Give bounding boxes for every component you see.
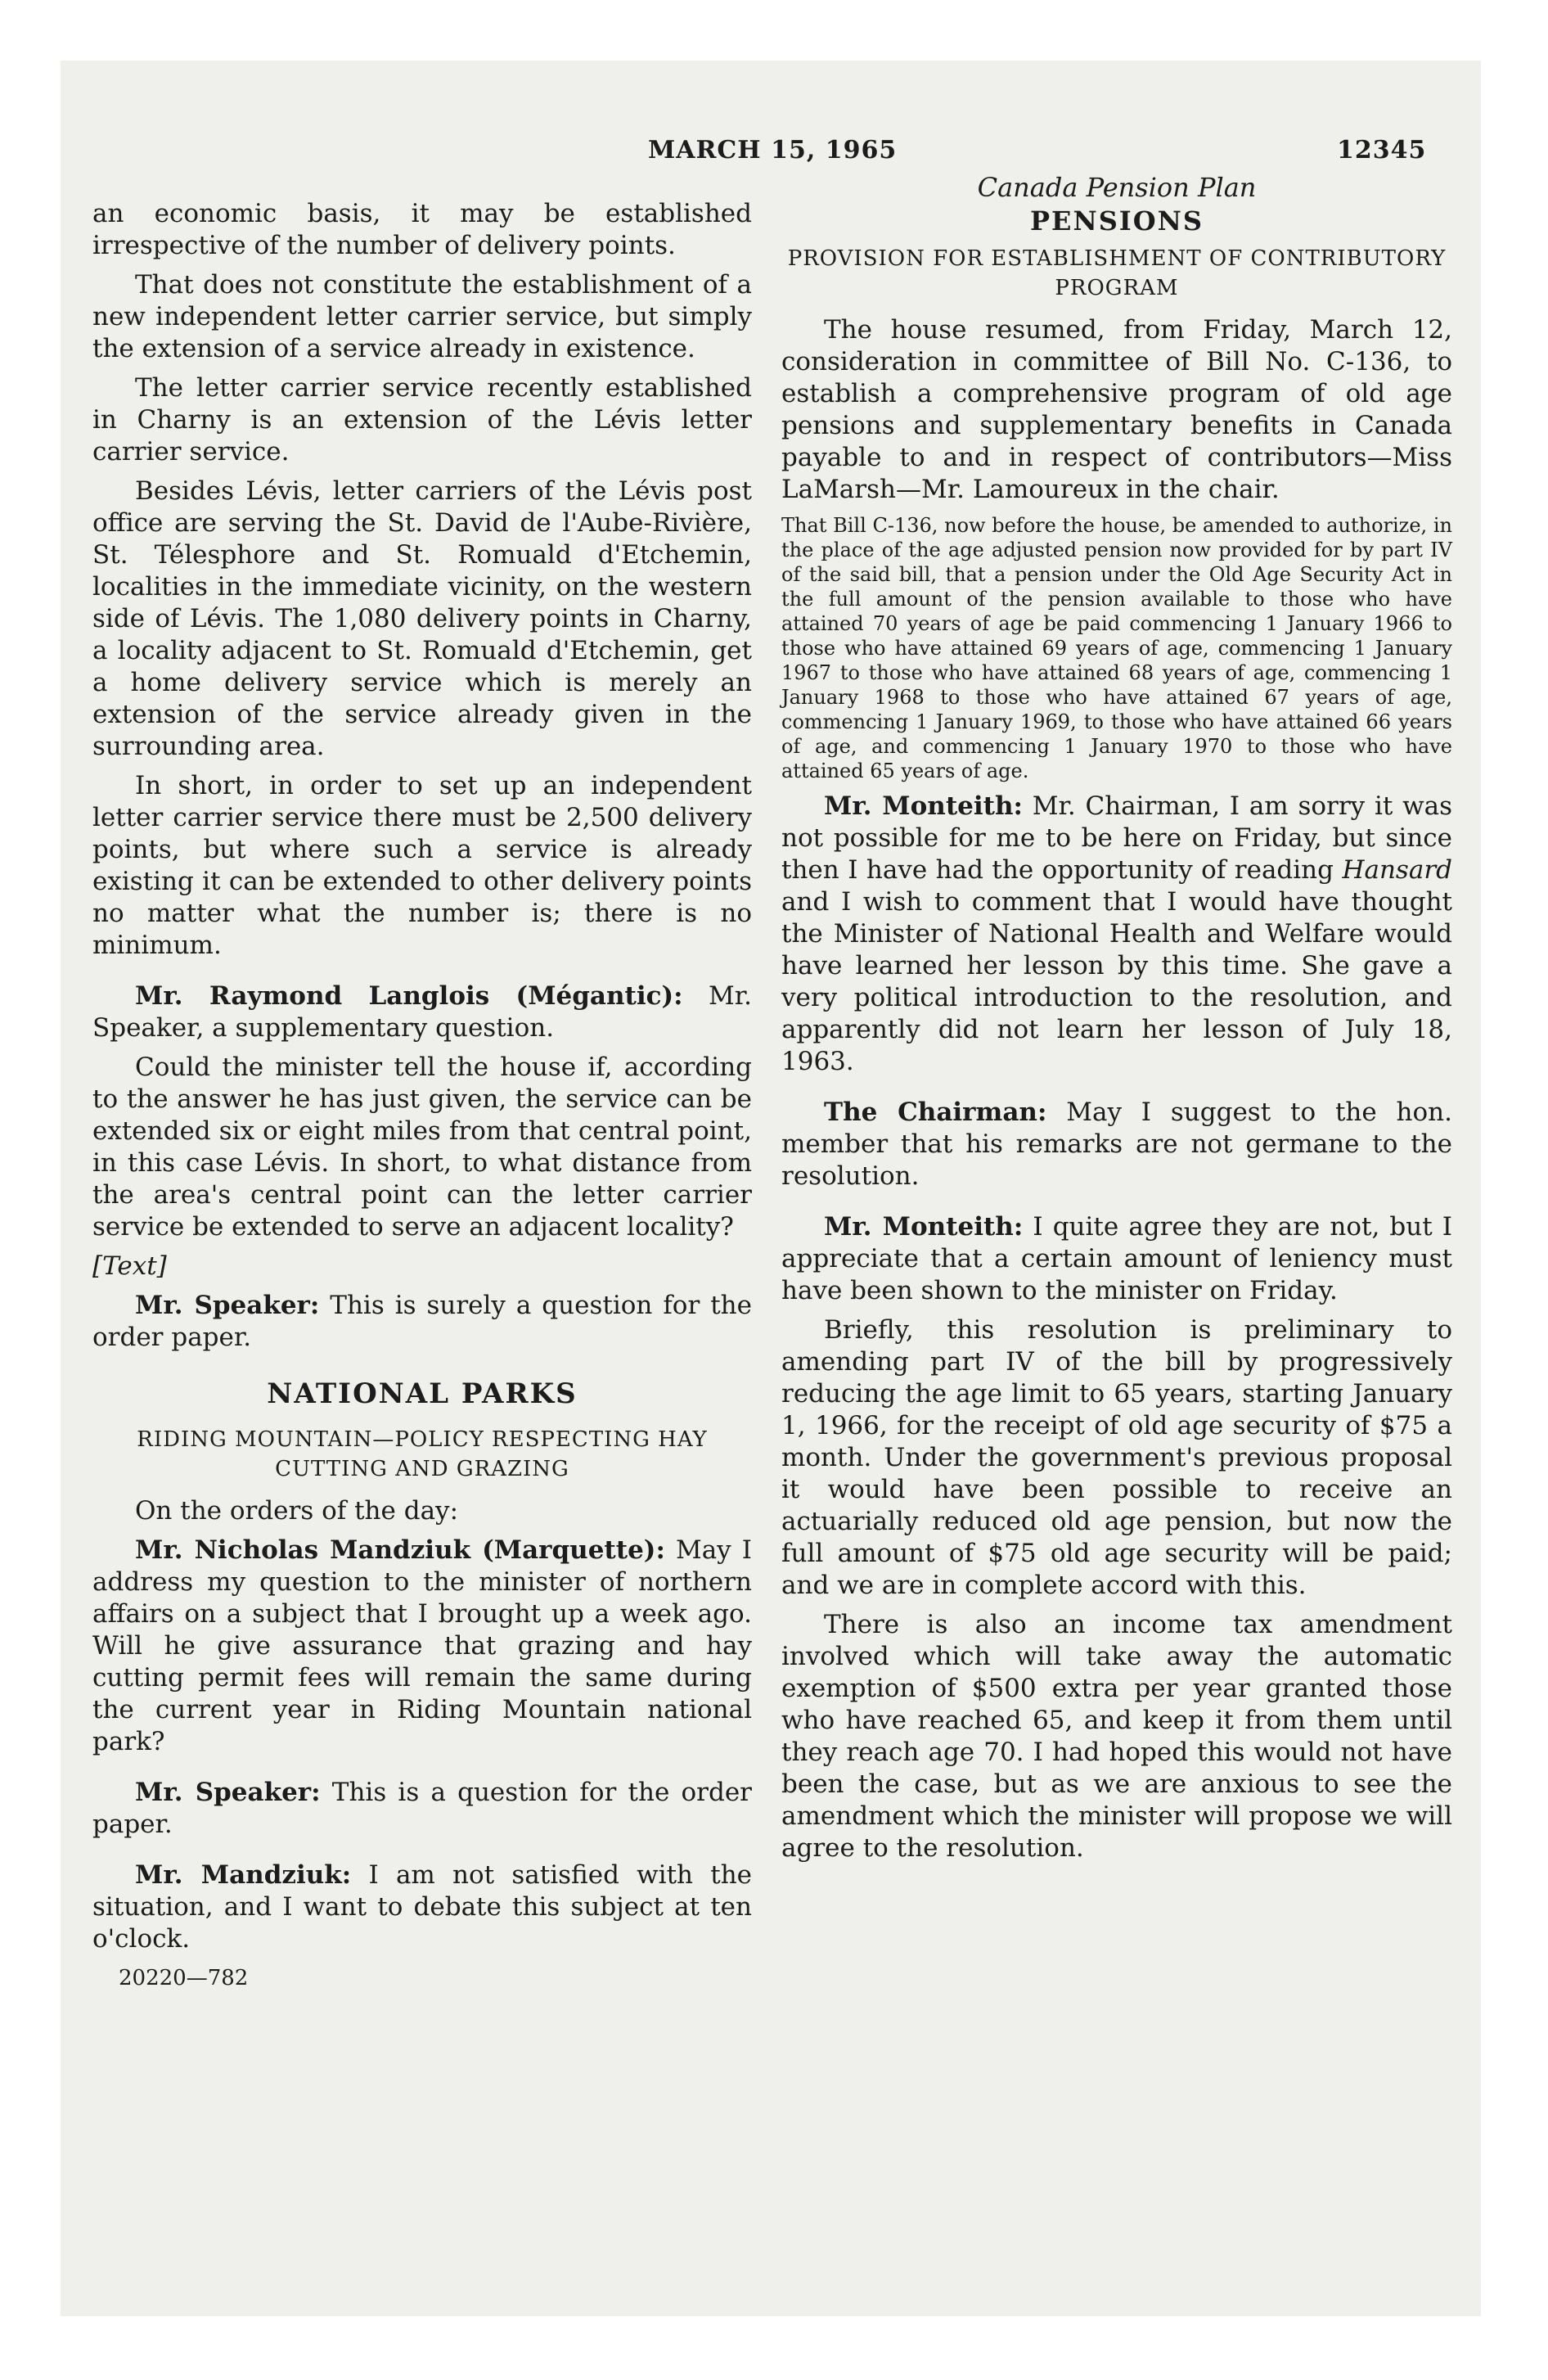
paragraph: On the orders of the day: xyxy=(135,1496,459,1526)
hansard-italic: Hansard xyxy=(1342,855,1452,885)
language-tag: [Text] xyxy=(92,1251,167,1281)
spacer xyxy=(92,1848,752,1859)
paragraph: There is also an income tax amendment involved which will take away the automatic exemption of $500 extra per year granted those who have reached 65, and keep it from them until they reach age 70. I had hoped this would not have been the case, but as we are anxious to see the amendment which the minister will propose we will agree to the resolution. xyxy=(781,1610,1452,1863)
section-heading: PENSIONS xyxy=(1029,205,1204,237)
speech-text: I quite agree they are not, but I appreciate that a certain amount of leniency must have been shown to the minister on Friday. xyxy=(781,1212,1452,1305)
paragraph: an economic basis, it may be established irrespective of the number of delivery points. xyxy=(92,199,752,260)
speaker-name: Mr. Speaker: xyxy=(135,1291,320,1320)
speech-text: Mr. Speaker, a supplementary question. xyxy=(92,981,752,1043)
speech-paragraph xyxy=(92,1859,752,1955)
hansard-page xyxy=(61,61,1481,2316)
paragraph: The house resumed, from Friday, March 12, consideration in committee of Bill No. C-136, to establish a comprehensive program of old age pensions and supplementary benefits in Canada payable to and in respect of contributors—Miss LaMarsh—Mr. Lamoureux in the chair. xyxy=(781,315,1452,504)
speech-text: and I wish to comment that I would have thought the Minister of National Health and Welfare would have learned her lesson by this time. She gave a very political introduction to the resolution, and apparently did not learn her lesson of July 18, 1963. xyxy=(781,887,1452,1076)
section-subheading: PROVISION FOR ESTABLISHMENT OF CONTRIBUTORY PROGRAM xyxy=(787,246,1447,300)
speaker-name: Mr. Monteith: xyxy=(824,1212,1024,1242)
spacer xyxy=(781,1200,1452,1211)
section-title: NATIONAL PARKS xyxy=(267,1377,578,1410)
speaker-name: Mr. Nicholas Mandziuk (Marquette): xyxy=(135,1535,665,1565)
speaker-name: The Chairman: xyxy=(824,1098,1047,1127)
right-column xyxy=(781,172,1452,1872)
speech-paragraph xyxy=(92,1777,752,1841)
page-date: MARCH 15, 1965 xyxy=(648,136,898,165)
paragraph: That does not constitute the establishment of a new independent letter carrier service, but simply the extension of a service already in existence. xyxy=(92,270,752,363)
spacer xyxy=(92,1765,752,1777)
speech-text: May I address my question to the minister of northern affairs on a subject that I brought up a week ago. Will he give assurance that grazing and hay cutting permit fees will remain the same during the current year in Riding Mountain national park? xyxy=(92,1535,752,1756)
speech-text: This is a question for the order paper. xyxy=(92,1778,752,1839)
speaker-name: Mr. Monteith: xyxy=(824,791,1023,821)
speech-paragraph xyxy=(781,1097,1452,1192)
speech-paragraph xyxy=(92,980,752,1044)
page-number: 12345 xyxy=(1337,136,1427,165)
spacer xyxy=(781,1085,1452,1097)
speaker-name: Mr. Speaker: xyxy=(135,1778,321,1807)
paragraph: The letter carrier service recently established in Charny is an extension of the Lévis letter carrier service. xyxy=(92,373,752,467)
paragraph: Besides Lévis, letter carriers of the Lévis post office are serving the St. David de l'Aube-Rivière, St. Télesphore and St. Romuald d'Etchemin, localities in the immediate vicinity, on the western side of Lévis. The 1,080 delivery points in Charny, a locality adjacent to St. Romuald d'Etchemin, get a home delivery service which is merely an extension of the service already given in the surrounding area. xyxy=(92,476,752,761)
section-heading-italic: Canada Pension Plan xyxy=(977,172,1257,203)
spacer xyxy=(92,969,752,980)
speech-text: This is surely a question for the order paper. xyxy=(92,1291,752,1352)
paragraph: Briefly, this resolution is preliminary to amending part IV of the bill by progressively reducing the age limit to 65 years, starting January 1, 1966, for the receipt of old age security of $75 a month. Under the government's previous proposal it would have been possible to receive an actuarially reduced old age pension, but now the full amount of $75 old age security will be paid; and we are in complete accord with this. xyxy=(781,1315,1452,1600)
speaker-name: Mr. Mandziuk: xyxy=(135,1860,352,1890)
section-subtitle: RIDING MOUNTAIN—POLICY RESPECTING HAY CUTTING AND GRAZING xyxy=(137,1427,708,1481)
speech-text: I am not satisfied with the situation, and I want to debate this subject at ten o'clock. xyxy=(92,1860,753,1954)
speech-paragraph xyxy=(781,1211,1452,1307)
speech-text: Mr. Chairman, I am sorry it was not possible for me to be here on Friday, but since then I have had the opportunity of reading xyxy=(781,791,1452,885)
paragraph: Could the minister tell the house if, according to the answer he has just given, the service can be extended six or eight miles from that central point, in this case Lévis. In short, to what distance from the area's central point can the letter carrier service be extended to serve an adjacent locality? xyxy=(92,1053,752,1242)
paragraph: In short, in order to set up an independent letter carrier service there must be 2,500 delivery points, but where such a service is already existing it can be extended to other delivery points no matter what the number is; there is no minimum. xyxy=(92,771,752,960)
speech-paragraph xyxy=(92,1535,752,1758)
speech-paragraph xyxy=(781,791,1452,1078)
job-number: 20220—782 xyxy=(119,1966,249,1990)
motion-text: That Bill C-136, now before the house, be amended to authorize, in the place of the age adjusted pension now provided for by part IV of the said bill, that a pension under the Old Age Security Act in the full amount of the pension available to those who have attained 70 years of age be paid commencing 1 January 1966 to those who have attained 69 years of age, commencing 1 January 1967 to those who have attained 68 years of age, commencing 1 January 1968 to those who have attained 67 years of age, commencing 1 January 1969, to those who have attained 66 years of age, and commencing 1 January 1970 to those who have attained 65 years of age. xyxy=(781,514,1452,782)
left-column xyxy=(92,198,752,2002)
speaker-name: Mr. Raymond Langlois (Mégantic): xyxy=(135,981,683,1011)
speech-paragraph xyxy=(92,1290,752,1354)
speech-text: May I suggest to the hon. member that his remarks are not germane to the resolution. xyxy=(781,1098,1453,1191)
